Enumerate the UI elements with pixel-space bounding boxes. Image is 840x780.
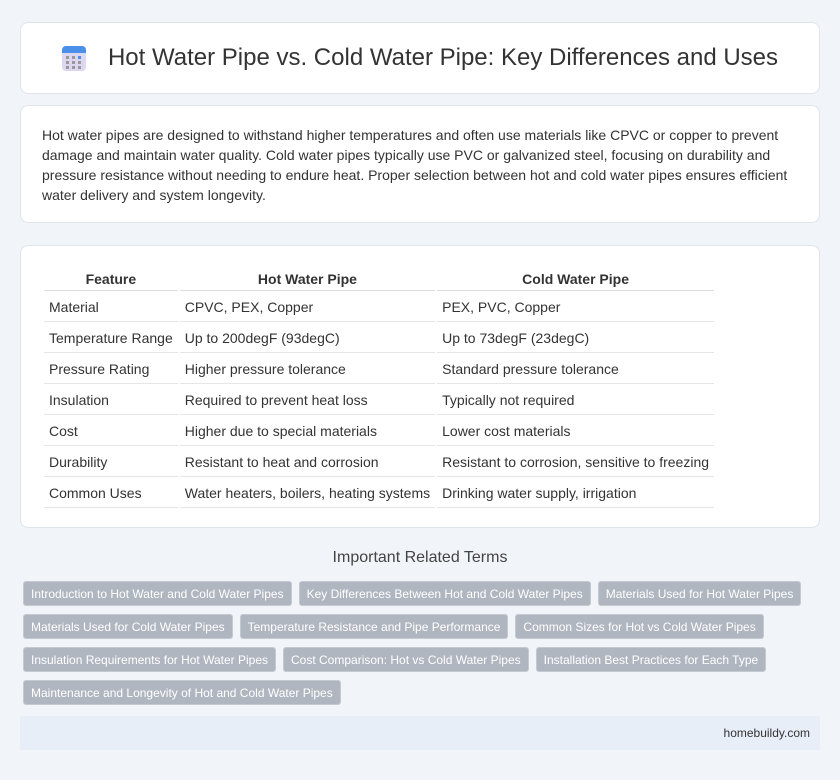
table-cell: Up to 200degF (93degC) bbox=[180, 324, 435, 353]
related-terms-list bbox=[23, 581, 803, 705]
column-header: Cold Water Pipe bbox=[437, 268, 714, 291]
table-cell: Insulation bbox=[44, 386, 178, 415]
table-cell: Durability bbox=[44, 448, 178, 477]
intro-text: Hot water pipes are designed to withstand higher temperatures and often use materials like CPVC or copper to prevent damage and maintain water quality. Cold water pipes typically use PVC or galvanized steel, focusing on durability and pressure resistance without needing to endure heat. Proper selection between hot and cold water pipes ensures efficient water delivery and system longevity. bbox=[20, 105, 820, 223]
header bbox=[20, 22, 820, 94]
table-cell: Higher due to special materials bbox=[180, 417, 435, 446]
table-row bbox=[44, 324, 714, 353]
related-term-tag[interactable]: Materials Used for Cold Water Pipes bbox=[23, 614, 233, 639]
table-cell: Resistant to corrosion, sensitive to freezing bbox=[437, 448, 714, 477]
column-header: Feature bbox=[44, 268, 178, 291]
calendar-icon bbox=[62, 46, 86, 71]
related-term-tag[interactable]: Temperature Resistance and Pipe Performance bbox=[240, 614, 509, 639]
footer-site[interactable]: homebuildy.com bbox=[723, 726, 810, 740]
related-term-tag[interactable]: Introduction to Hot Water and Cold Water Pipes bbox=[23, 581, 292, 606]
comparison-table bbox=[42, 266, 716, 510]
related-terms-title: Important Related Terms bbox=[332, 549, 508, 566]
related-term-tag[interactable]: Key Differences Between Hot and Cold Water Pipes bbox=[299, 581, 591, 606]
table-cell: Required to prevent heat loss bbox=[180, 386, 435, 415]
table-cell: Common Uses bbox=[44, 479, 178, 508]
table-cell: Typically not required bbox=[437, 386, 714, 415]
table-cell: PEX, PVC, Copper bbox=[437, 293, 714, 322]
table-cell: CPVC, PEX, Copper bbox=[180, 293, 435, 322]
table-cell: Material bbox=[44, 293, 178, 322]
column-header: Hot Water Pipe bbox=[180, 268, 435, 291]
table-row bbox=[44, 479, 714, 508]
related-term-tag[interactable]: Materials Used for Hot Water Pipes bbox=[598, 581, 802, 606]
comparison-table-card bbox=[20, 245, 820, 528]
table-cell: Water heaters, boilers, heating systems bbox=[180, 479, 435, 508]
page-title: Hot Water Pipe vs. Cold Water Pipe: Key Differences and Uses bbox=[107, 44, 779, 71]
table-row bbox=[44, 417, 714, 446]
table-cell: Lower cost materials bbox=[437, 417, 714, 446]
table-row bbox=[44, 293, 714, 322]
related-term-tag[interactable]: Cost Comparison: Hot vs Cold Water Pipes bbox=[283, 647, 529, 672]
table-cell: Resistant to heat and corrosion bbox=[180, 448, 435, 477]
table-cell: Cost bbox=[44, 417, 178, 446]
related-term-tag[interactable]: Installation Best Practices for Each Type bbox=[536, 647, 767, 672]
table-cell: Pressure Rating bbox=[44, 355, 178, 384]
table-cell: Higher pressure tolerance bbox=[180, 355, 435, 384]
table-cell: Temperature Range bbox=[44, 324, 178, 353]
table-row bbox=[44, 386, 714, 415]
footer bbox=[20, 716, 820, 750]
table-cell: Up to 73degF (23degC) bbox=[437, 324, 714, 353]
table-cell: Standard pressure tolerance bbox=[437, 355, 714, 384]
related-term-tag[interactable]: Insulation Requirements for Hot Water Pipes bbox=[23, 647, 276, 672]
table-row bbox=[44, 355, 714, 384]
related-term-tag[interactable]: Common Sizes for Hot vs Cold Water Pipes bbox=[515, 614, 763, 639]
table-cell: Drinking water supply, irrigation bbox=[437, 479, 714, 508]
related-term-tag[interactable]: Maintenance and Longevity of Hot and Cold Water Pipes bbox=[23, 680, 341, 705]
table-row bbox=[44, 448, 714, 477]
